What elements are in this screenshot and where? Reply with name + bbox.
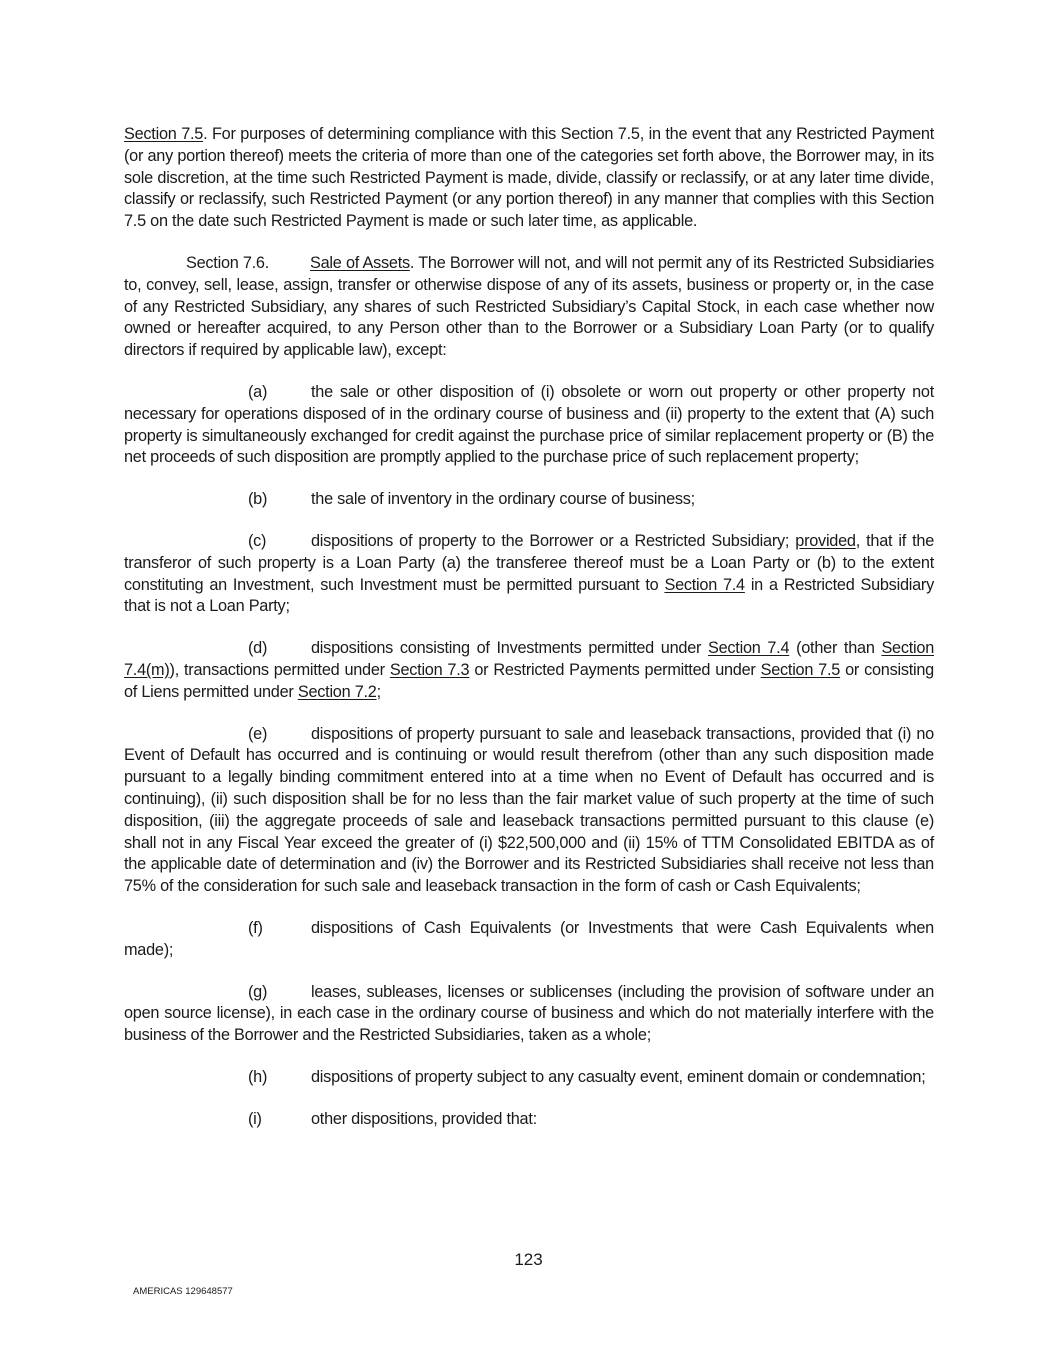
clause-label: (b) bbox=[248, 490, 268, 509]
clause-text: ), transactions permitted under bbox=[169, 660, 390, 679]
clause-text: (other than bbox=[789, 639, 882, 658]
document-body bbox=[124, 124, 934, 1130]
document-id: AMERICAS 129648577 bbox=[133, 1286, 233, 1297]
clause-label: (g) bbox=[248, 982, 268, 1001]
clause-text: in a Restricted Subsidiary that is not a Loan Party; bbox=[124, 575, 934, 616]
clause-text: or consisting of Liens permitted under bbox=[124, 660, 934, 701]
clause-text: , that if the transferor of such property is a Loan Party (a) the transferee thereof must be a Loan Party or (b) to the extent constituting an Investment, such Investment must be permitted pursuant to bbox=[124, 531, 934, 594]
clause-f bbox=[124, 918, 934, 962]
clause-text: dispositions consisting of Investments permitted under bbox=[311, 639, 708, 658]
section-reference: Section 7.4(m) bbox=[124, 639, 934, 679]
clause-text: other dispositions, provided that: bbox=[311, 1109, 537, 1128]
clause-label: (d) bbox=[248, 639, 268, 658]
section-reference: Section 7.5 bbox=[124, 125, 204, 143]
provided-term: provided bbox=[795, 531, 856, 550]
intro-paragraph bbox=[124, 124, 934, 233]
clause-text: leases, subleases, licenses or sublicenses (including the provision of software under an open source license), in each case in the ordinary course of business and which do not materially interfere with the business of the Borrower and the Restricted Subsidiaries, taken as a whole; bbox=[124, 982, 934, 1045]
clause-g bbox=[124, 982, 934, 1047]
section-text: . The Borrower will not, and will not permit any of its Restricted Subsidiaries to, convey, sell, lease, assign, transfer or otherwise dispose of any of its assets, business or property or, in the case of any Restricted Subsidiary, any shares of such Restricted Subsidiary’s Capital Stock, in each case whether now owned or hereafter acquired, to any Person other than to the Borrower or a Subsidiary Loan Party (or to qualify directors if required by applicable law), except: bbox=[124, 253, 934, 360]
clause-h bbox=[124, 1067, 934, 1089]
clause-b bbox=[124, 489, 934, 511]
section-reference: Section 7.3 bbox=[389, 660, 470, 679]
section-reference: Section 7.4 bbox=[664, 575, 745, 594]
clause-text: dispositions of property pursuant to sale and leaseback transactions, provided that (i) no Event of Default has occurred and is continuing or would result therefrom (other than any such disposition made pursuant to a legally binding commitment entered into at a time when no Event of Default has occurred and is continuing), (ii) such disposition shall be for no less than the fair market value of such property at the time of such disposition, (iii) the aggregate proceeds of sale and leaseback transactions permitted pursuant to this clause (e) shall not in any Fiscal Year exceed the greater of (i) $22,500,000 and (ii) 15% of TTM Consolidated EBITDA as of the applicable date of determination and (iv) the Borrower and its Restricted Subsidiaries shall receive not less than 75% of the consideration for such sale and leaseback transaction in the form of cash or Cash Equivalents; bbox=[124, 724, 934, 896]
clause-label: (c) bbox=[248, 531, 267, 550]
clause-label: (f) bbox=[248, 918, 263, 937]
section-reference: Section 7.4 bbox=[708, 639, 790, 658]
clause-text: the sale of inventory in the ordinary course of business; bbox=[311, 490, 695, 509]
page-number: 123 bbox=[514, 1250, 543, 1269]
section-number: Section 7.6. bbox=[186, 253, 269, 272]
clause-text: dispositions of Cash Equivalents (or Investments that were Cash Equivalents when made); bbox=[124, 918, 934, 959]
section-reference: Section 7.2 bbox=[297, 682, 377, 701]
clause-a bbox=[124, 382, 934, 469]
section-reference: Section 7.5 bbox=[760, 660, 841, 679]
clause-text: ; bbox=[376, 682, 381, 701]
clause-text: dispositions of property subject to any casualty event, eminent domain or condemnation; bbox=[311, 1067, 926, 1086]
clause-label: (i) bbox=[248, 1109, 262, 1128]
clause-label: (a) bbox=[248, 382, 268, 401]
clause-label: (e) bbox=[248, 724, 268, 743]
clause-c bbox=[124, 531, 934, 618]
clause-label: (h) bbox=[248, 1067, 268, 1086]
clause-e bbox=[124, 724, 934, 898]
intro-text: . For purposes of determining compliance with this Section 7.5, in the event that any Restricted Payment (or any portion thereof) meets the criteria of more than one of the categories set forth above, the Borrower may, in its sole discretion, at the time such Restricted Payment is made, divide, classify or reclassify, or at any later time divide, classify or reclassify, such Restricted Payment (or any portion thereof) in any manner that complies with this Section 7.5 on the date such Restricted Payment is made or such later time, as applicable. bbox=[124, 125, 934, 231]
section-title: Sale of Assets bbox=[310, 253, 410, 272]
clause-text: dispositions of property to the Borrower or a Restricted Subsidiary; bbox=[311, 531, 796, 550]
clause-d bbox=[124, 638, 934, 703]
section-7-6-paragraph bbox=[124, 253, 934, 362]
clause-text: or Restricted Payments permitted under bbox=[469, 660, 761, 679]
clause-i bbox=[124, 1109, 934, 1131]
clause-text: the sale or other disposition of (i) obsolete or worn out property or other property not necessary for operations disposed of in the ordinary course of business and (ii) property to the extent that (A) such property is simultaneously exchanged for credit against the purchase price of similar replacement property or (B) the net proceeds of such disposition are promptly applied to the purchase price of such replacement property; bbox=[124, 382, 934, 467]
